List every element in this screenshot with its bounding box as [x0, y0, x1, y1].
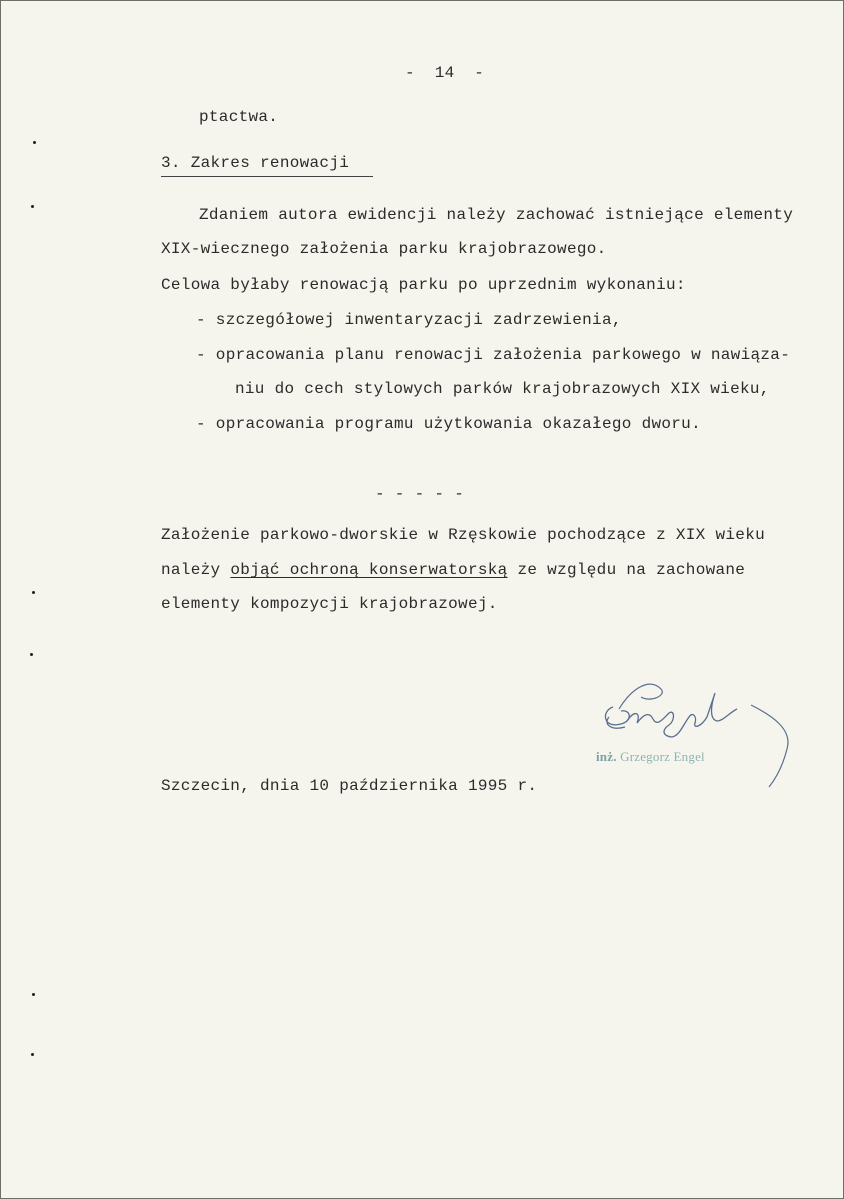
list-item: - opracowania planu renowacji założenia parkowego w nawiąza-	[196, 346, 791, 364]
scan-speck	[31, 205, 34, 208]
conclusion-line: elementy kompozycji krajobrazowej.	[161, 595, 498, 613]
list-item: - opracowania programu użytkowania okazałego dworu.	[196, 415, 701, 433]
conclusion-text: ze względu na zachowane	[507, 561, 746, 579]
stamp-name: Grzegorz Engel	[620, 749, 705, 764]
conclusion-line	[161, 560, 745, 580]
scan-speck	[31, 1053, 34, 1056]
conclusion-text: należy	[161, 561, 231, 579]
stamp-title: inż.	[596, 749, 617, 764]
paragraph-line: XIX-wiecznego założenia parku krajobrazowego.	[161, 240, 607, 258]
date-line: Szczecin, dnia 10 października 1995 r.	[161, 777, 538, 795]
name-stamp	[596, 749, 705, 765]
heading-underline	[161, 176, 373, 177]
paragraph-line: Zdaniem autora ewidencji należy zachować istniejące elementy	[199, 206, 794, 224]
list-item-continuation: niu do cech stylowych parków krajobrazowych XIX wieku,	[235, 380, 770, 398]
paragraph-line: Celowa byłaby renowacją parku po uprzednim wykonaniu:	[161, 276, 686, 294]
scan-speck	[32, 993, 35, 996]
handwritten-signature	[591, 669, 801, 799]
underlined-phrase: objąć ochroną konserwatorską	[230, 561, 508, 579]
page-number: - 14 -	[405, 64, 485, 82]
text-line-continuation: ptactwa.	[199, 108, 279, 126]
separator: - - - - -	[375, 485, 465, 503]
scan-speck	[30, 653, 33, 656]
scan-speck	[32, 591, 35, 594]
section-heading: 3. Zakres renowacji	[161, 154, 350, 172]
scan-speck	[33, 141, 36, 144]
conclusion-line: Założenie parkowo-dworskie w Rzęskowie pochodzące z XIX wieku	[161, 526, 765, 544]
list-item: - szczegółowej inwentaryzacji zadrzewienia,	[196, 311, 622, 329]
